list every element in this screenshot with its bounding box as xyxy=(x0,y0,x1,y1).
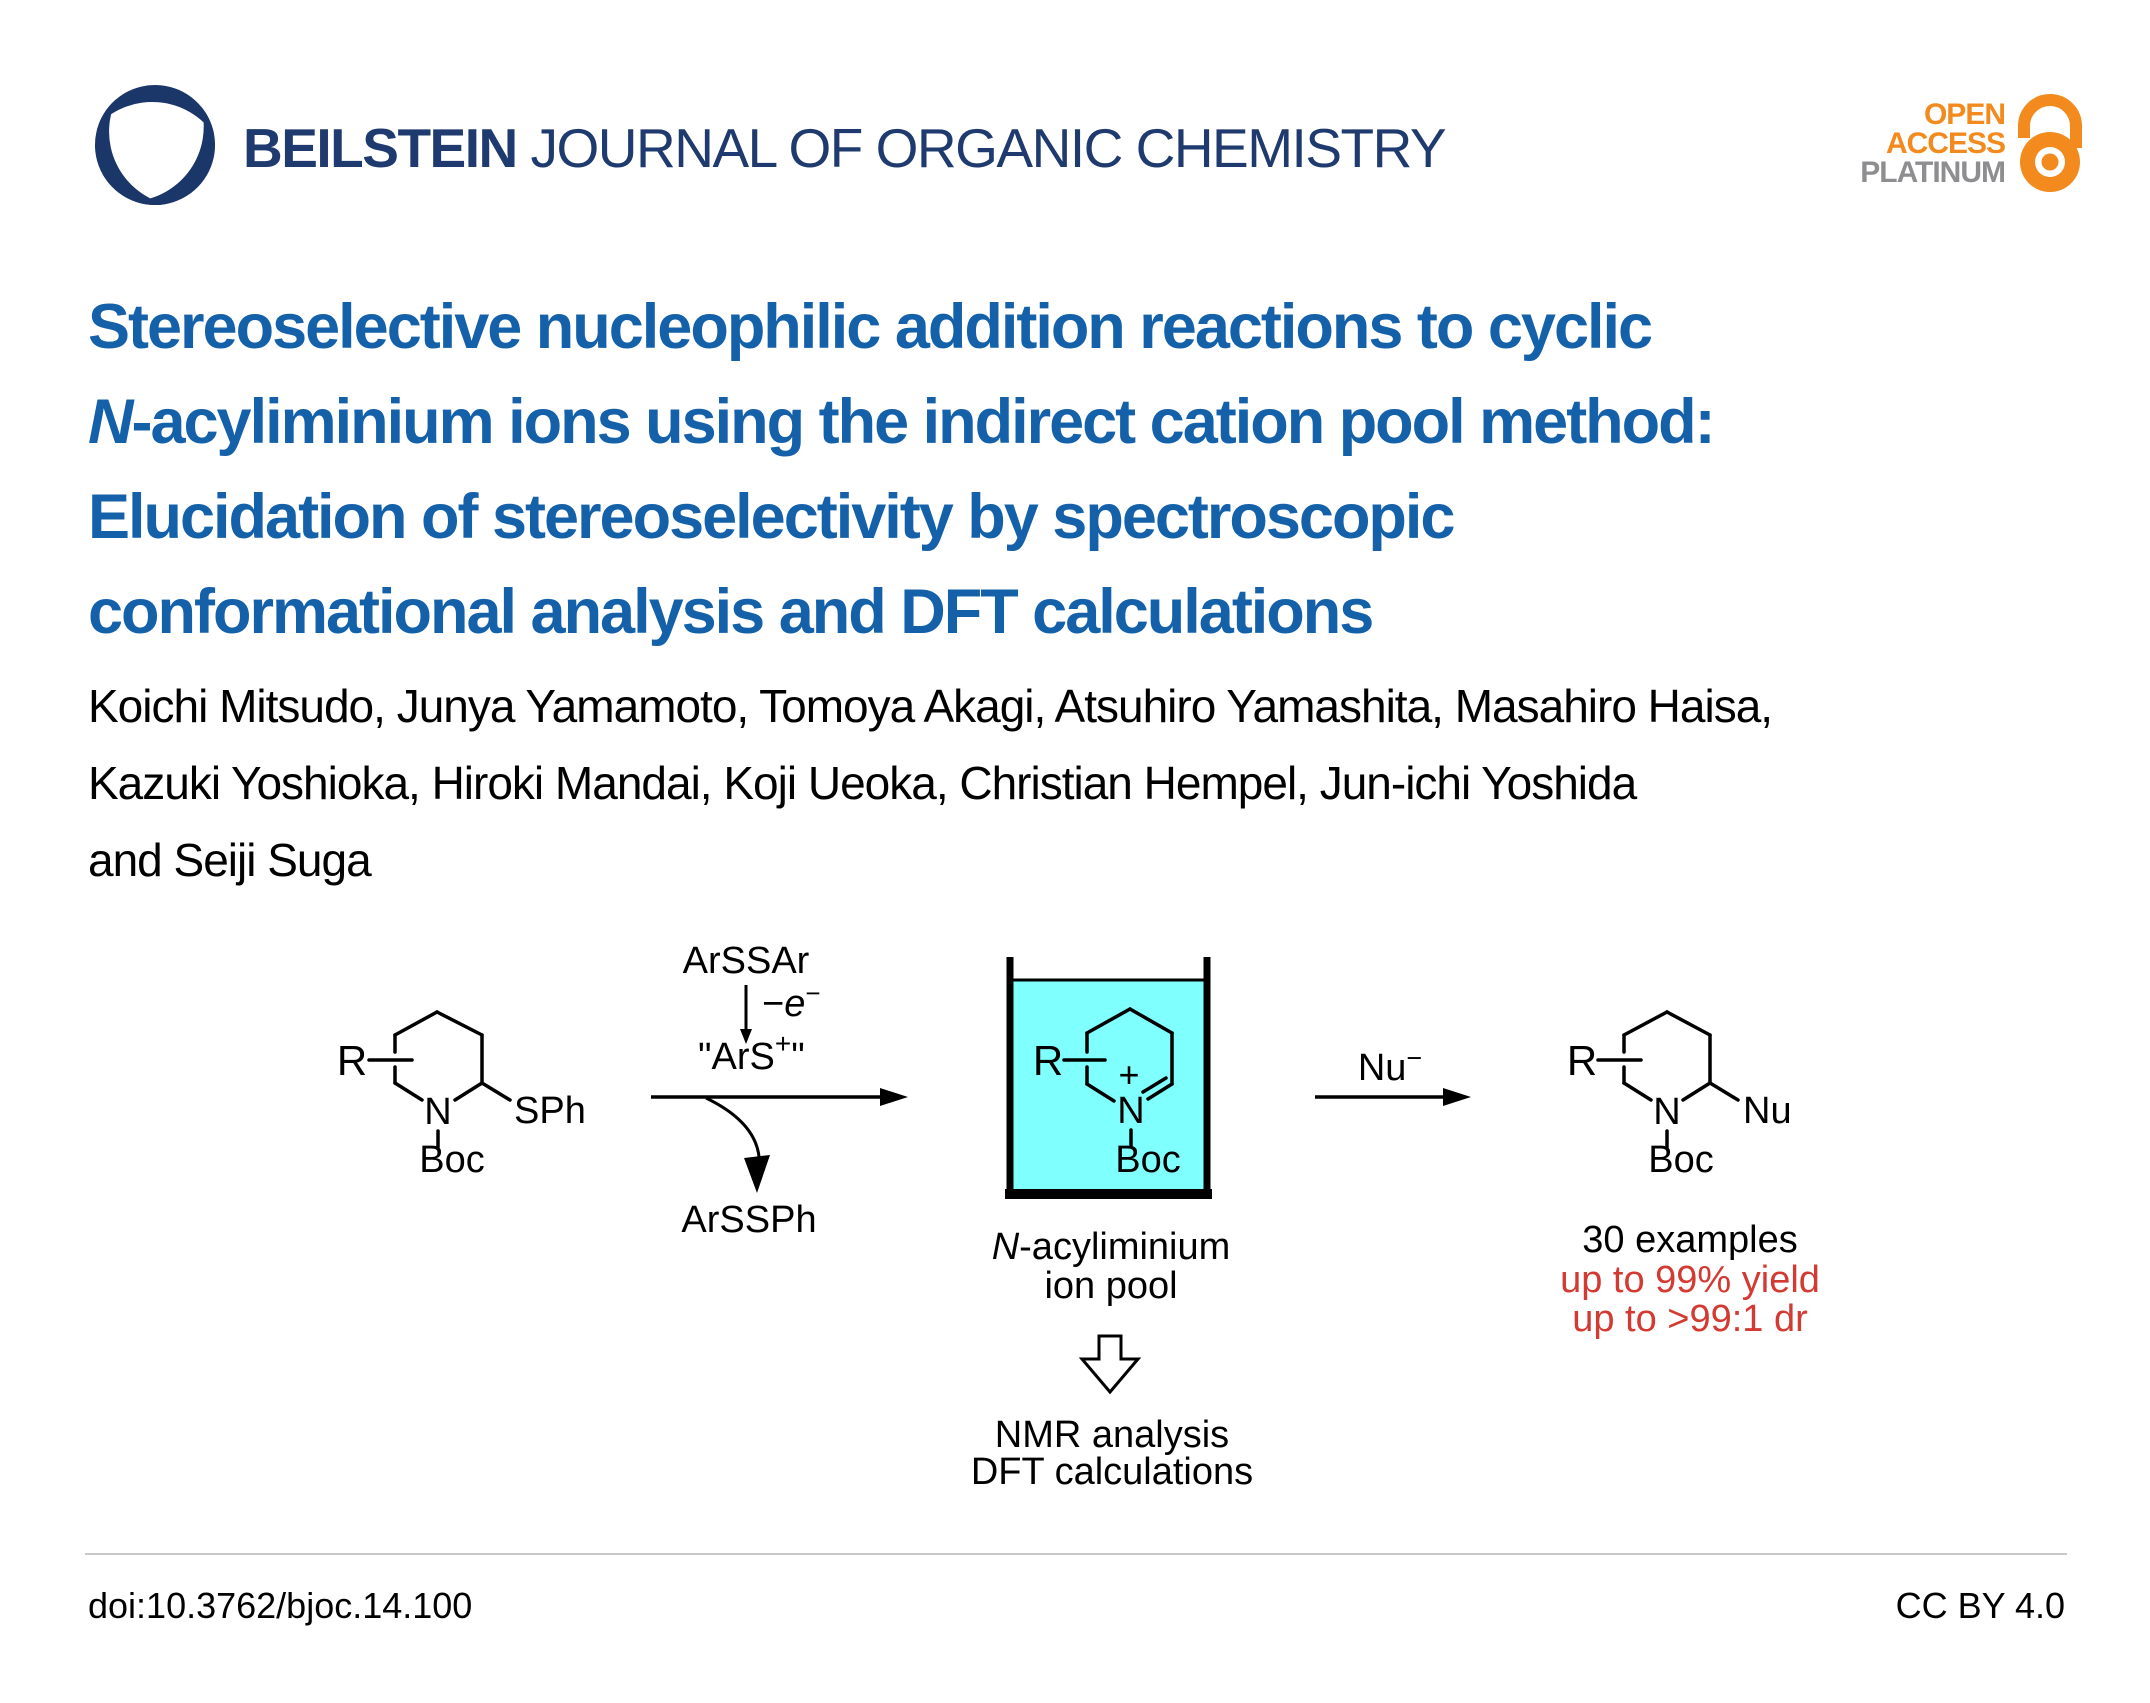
product-r-label: R xyxy=(1566,1037,1598,1084)
bond xyxy=(455,1083,482,1100)
author-list xyxy=(88,668,1772,899)
license-text: CC BY 4.0 xyxy=(1895,1585,2065,1626)
open-lock-icon xyxy=(2008,86,2092,194)
pool-caption-line2: ion pool xyxy=(1044,1265,1178,1307)
nu-bond xyxy=(1710,1083,1738,1100)
footer-divider xyxy=(85,1553,2067,1555)
title-line-1: Stereoselective nucleophilic addition reactions to cyclic xyxy=(88,292,1652,362)
bond xyxy=(1683,1083,1710,1100)
page-title xyxy=(88,280,1714,660)
title-line-2-italic-n: N xyxy=(88,387,132,457)
beilstein-swirl-logo xyxy=(70,60,240,230)
product-boc-label: Boc xyxy=(1648,1139,1714,1181)
bond xyxy=(1624,1083,1651,1100)
open-access-line1: OPEN xyxy=(1923,98,2005,131)
open-lock-icon-svg xyxy=(2008,86,2092,194)
block-down-arrow xyxy=(1082,1336,1138,1392)
doi-text: doi:10.3762/bjoc.14.100 xyxy=(88,1585,473,1626)
reaction-scheme xyxy=(0,900,2150,1500)
pool-caption-italic-n: N xyxy=(991,1226,1020,1268)
electron-superscript-minus: − xyxy=(805,978,821,1008)
authors-line-2: Kazuki Yoshioka, Hiroki Mandai, Koji Ueoka, Christian Hempel, Jun-ichi Yoshida xyxy=(88,757,1637,809)
brand-beilstein: BEILSTEIN xyxy=(243,117,517,179)
iminium-plus-charge: + xyxy=(1118,1054,1140,1095)
pool-boc-label: Boc xyxy=(1115,1139,1181,1181)
nu-text: Nu xyxy=(1357,1047,1407,1089)
product-n-label: N xyxy=(1653,1091,1681,1133)
beilstein-swirl-logo-svg xyxy=(70,60,240,230)
analysis-line1: NMR analysis xyxy=(994,1414,1230,1456)
bond xyxy=(437,1012,482,1035)
byproduct-arssph: ArSSPh xyxy=(681,1199,817,1241)
reactant-boc-label: Boc xyxy=(419,1139,485,1181)
open-access-line3: PLATINUM xyxy=(1860,156,2005,189)
byproduct-arrow-head xyxy=(744,1155,770,1193)
sph-bond xyxy=(482,1083,510,1100)
analysis-line2: DFT calculations xyxy=(970,1451,1254,1493)
bond xyxy=(1624,1012,1667,1035)
results-examples: 30 examples xyxy=(1582,1219,1798,1261)
logo-arc-crimson xyxy=(73,99,174,224)
title-line-3: Elucidation of stereoselectivity by spectroscopic xyxy=(88,482,1454,552)
ars-cation-post: " xyxy=(791,1036,805,1078)
pool-r-label: R xyxy=(1032,1037,1064,1084)
nucleophile-label xyxy=(1358,1043,1422,1089)
electron-e: e xyxy=(784,983,806,1025)
reactant-n-label: N xyxy=(424,1091,452,1133)
journal-brand xyxy=(243,116,1445,180)
nu-superscript-minus: − xyxy=(1406,1043,1423,1073)
bond xyxy=(395,1012,437,1035)
product-nu-label: Nu xyxy=(1743,1090,1792,1132)
title-line-2-rest: -acyliminium ions using the indirect cation pool method: xyxy=(131,387,1714,457)
ars-cation-label xyxy=(698,1028,805,1078)
logo-arc-navy xyxy=(99,85,215,135)
minus-sign: − xyxy=(762,983,785,1025)
title-line-4: conformational analysis and DFT calculations xyxy=(88,577,1373,647)
reaction-arrow-1-head xyxy=(880,1088,908,1106)
pool-n-label: N xyxy=(1117,1090,1145,1132)
ars-cation-pre: "ArS xyxy=(698,1036,775,1078)
open-access-badge xyxy=(1790,100,2005,187)
authors-line-3: and Seiji Suga xyxy=(88,834,371,886)
results-yield: up to 99% yield xyxy=(1560,1259,1820,1301)
ars-cation-plus: + xyxy=(774,1028,792,1059)
reactant-sph-label: SPh xyxy=(514,1090,586,1132)
minus-electron-label xyxy=(762,978,821,1025)
authors-line-1: Koichi Mitsudo, Junya Yamamoto, Tomoya Akagi, Atsuhiro Yamashita, Masahiro Haisa, xyxy=(88,680,1773,732)
reactant-r-label: R xyxy=(336,1037,368,1084)
lock-keyhole xyxy=(2042,154,2059,171)
bond xyxy=(1667,1012,1710,1035)
results-dr: up to >99:1 dr xyxy=(1572,1298,1808,1340)
pool-caption-line1 xyxy=(992,1226,1231,1268)
open-access-line2: ACCESS xyxy=(1885,127,2005,160)
brand-journal-name: JOURNAL OF ORGANIC CHEMISTRY xyxy=(530,117,1446,179)
reaction-arrow-2-head xyxy=(1443,1088,1471,1106)
reagent-arssar: ArSSAr xyxy=(682,940,810,982)
title-line-2 xyxy=(88,375,1714,470)
bond xyxy=(395,1083,422,1100)
pool-caption-rest: -acyliminium xyxy=(1019,1226,1231,1268)
logo-arc-teal xyxy=(134,101,235,226)
